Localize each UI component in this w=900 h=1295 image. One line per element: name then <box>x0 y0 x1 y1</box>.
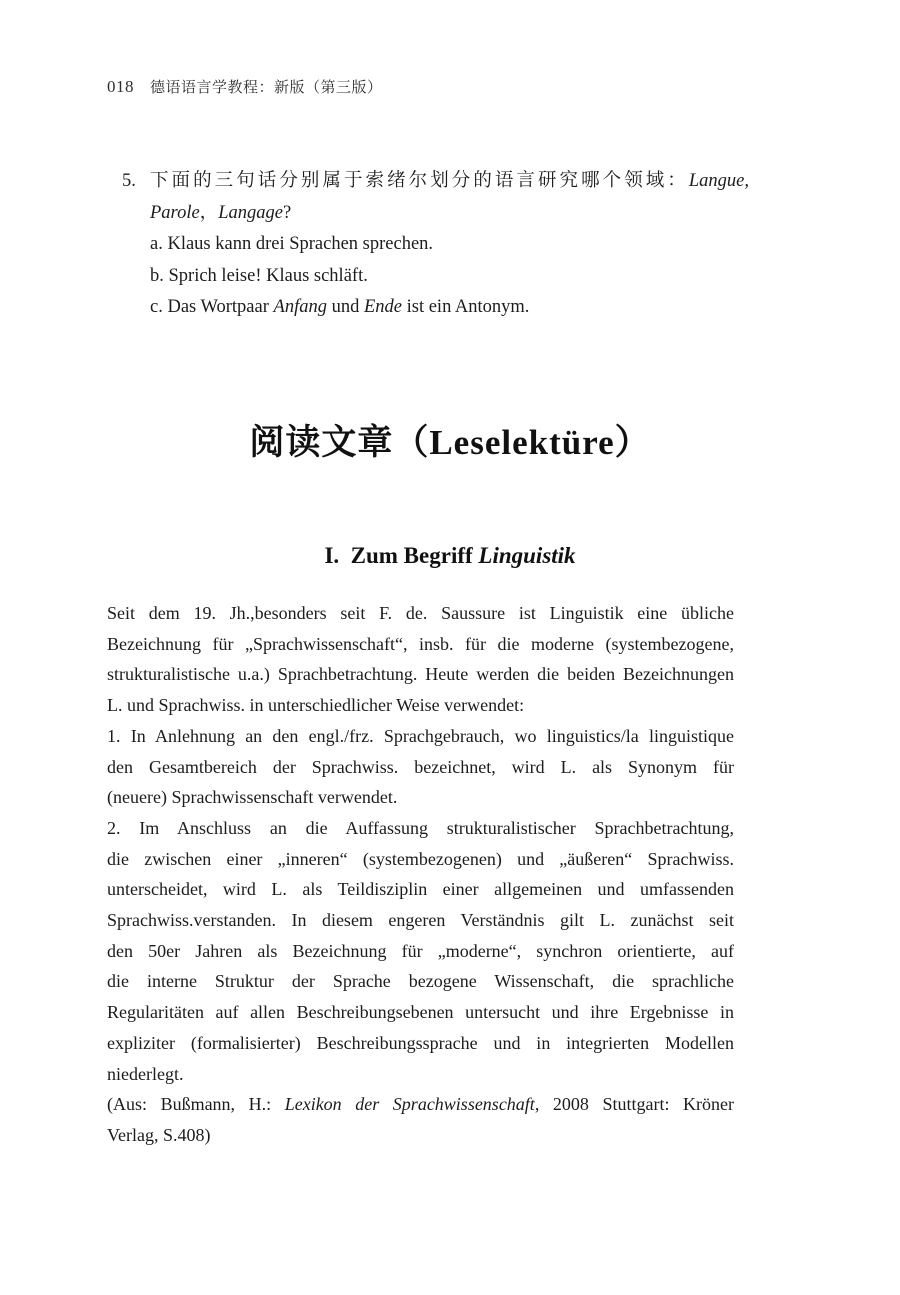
text-segment: 下面的三句话分别属于索绪尔划分的语言研究哪个领域： <box>150 171 689 191</box>
text-segment: den Gesamtbereich der Sprachwiss. bezeichnet, wird L. als Synonym für <box>107 756 734 777</box>
text-line <box>107 659 734 690</box>
question-lines <box>107 166 749 324</box>
text-line <box>107 1028 734 1059</box>
subsection-prefix: I. Zum Begriff <box>324 543 479 568</box>
text-line <box>107 598 734 629</box>
text-segment: die interne Struktur der Sprache bezogene Wissenschaft, die sprachliche <box>107 971 734 992</box>
question-number: 5. <box>122 171 136 191</box>
text-segment: , 2008 Stuttgart: Kröner <box>534 1094 734 1115</box>
text-segment: (Aus: Bußmann, H.: <box>107 1094 285 1115</box>
italic-segment: Ende <box>363 297 402 318</box>
text-line <box>150 166 749 198</box>
text-line <box>107 966 734 997</box>
text-segment: (neuere) Sprachwissenschaft verwendet. <box>107 787 398 808</box>
text-line <box>150 198 749 230</box>
text-segment: und <box>326 297 364 318</box>
page-number: 018 <box>107 77 134 96</box>
text-line <box>107 690 734 721</box>
text-line <box>150 292 749 324</box>
italic-segment: Parole <box>150 202 200 223</box>
text-segment: ist ein Antonym. <box>401 297 530 318</box>
subsection-title <box>0 543 900 569</box>
text-line <box>107 721 734 752</box>
text-segment: expliziter (formalisierter) Beschreibungssprache und in integrierten Modellen <box>107 1032 734 1053</box>
text-segment: Regularitäten auf allen Beschreibungsebenen untersucht und ihre Ergebnisse in <box>107 1002 734 1023</box>
text-line <box>150 261 749 293</box>
text-line <box>107 1089 734 1120</box>
text-segment: c. Das Wortpaar <box>150 297 274 318</box>
exercise-question-5 <box>107 166 749 324</box>
italic-segment: Langue, <box>688 171 749 191</box>
text-segment: L. und Sprachwiss. in unterschiedlicher Weise verwendet: <box>107 695 525 716</box>
italic-segment: Anfang <box>273 297 327 318</box>
text-line <box>107 813 734 844</box>
italic-segment: Lexikon der Sprachwissenschaft <box>284 1094 535 1115</box>
text-segment: unterscheidet, wird L. als Teildisziplin einer allgemeinen und umfassenden <box>107 879 734 900</box>
running-header <box>107 76 383 97</box>
text-segment: niederlegt. <box>107 1063 184 1084</box>
italic-segment: Langage <box>218 202 283 223</box>
text-line <box>107 1120 734 1151</box>
text-line <box>107 782 734 813</box>
text-line <box>107 997 734 1028</box>
text-line <box>107 905 734 936</box>
text-segment: die zwischen einer „inneren“ (systembezogenen) und „äußeren“ Sprachwiss. <box>107 848 734 869</box>
text-segment: Sprachwiss.verstanden. In diesem engeren Verständnis gilt L. zunächst seit <box>107 910 734 931</box>
text-line <box>107 844 734 875</box>
body-text <box>107 598 734 1151</box>
text-segment: ， <box>199 202 219 223</box>
subsection-italic-term: Linguistik <box>478 543 576 568</box>
text-line <box>107 874 734 905</box>
text-line <box>107 752 734 783</box>
text-segment: den 50er Jahren als Bezeichnung für „moderne“, synchron orientierte, auf <box>107 940 734 961</box>
text-segment: 1. In Anlehnung an den engl./frz. Sprachgebrauch, wo linguistics/la linguistique <box>107 725 734 746</box>
text-segment: Verlag, S.408) <box>107 1124 211 1145</box>
text-line <box>107 1059 734 1090</box>
text-segment: strukturalistische u.a.) Sprachbetrachtung. Heute werden die beiden Bezeichnungen <box>107 664 734 685</box>
text-line <box>107 936 734 967</box>
text-line <box>107 629 734 660</box>
text-line <box>150 229 749 261</box>
text-segment: Seit dem 19. Jh.,besonders seit F. de. Saussure ist Linguistik eine übliche <box>107 603 734 623</box>
text-segment: 2. Im Anschluss an die Auffassung strukturalistischer Sprachbetrachtung, <box>107 817 734 838</box>
book-title: 德语语言学教程：新版（第三版） <box>150 80 383 96</box>
section-title: 阅读文章（Leselektüre） <box>249 423 651 462</box>
text-segment: ? <box>282 202 292 223</box>
text-segment: a. Klaus kann drei Sprachen sprechen. <box>150 234 434 255</box>
text-segment: b. Sprich leise! Klaus schläft. <box>150 265 368 286</box>
text-segment: Bezeichnung für „Sprachwissenschaft“, insb. für die moderne (systembezogene, <box>107 633 734 654</box>
